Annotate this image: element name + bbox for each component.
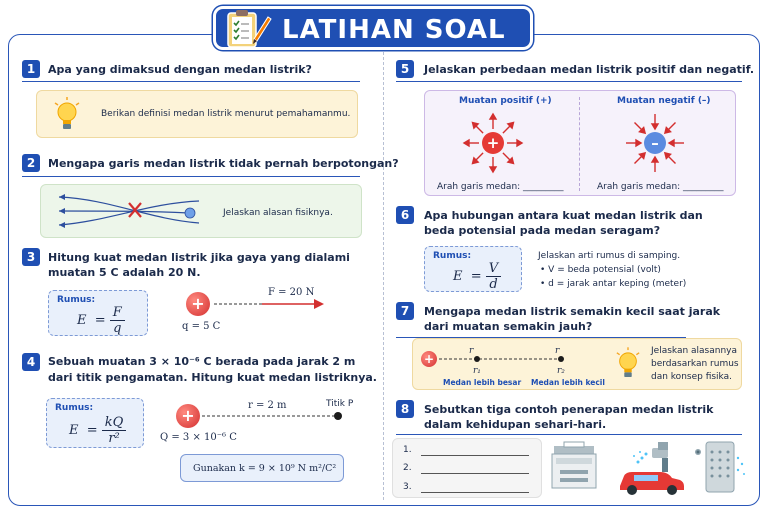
question-2-rule <box>22 176 360 177</box>
q5-inner-divider <box>579 97 580 191</box>
q2-hint-text: Jelaskan alasan fisiknya. <box>223 208 333 218</box>
question-number-5: 5 <box>396 60 414 78</box>
q7-hint-line1: Jelaskan alasannya <box>651 346 738 356</box>
svg-text:r: r <box>469 347 474 356</box>
question-8-rule <box>396 434 742 435</box>
q4-positive-charge: + <box>176 404 200 428</box>
question-4-text-line2: dari titik pengamatan. Hitung kuat medan listriknya. <box>48 371 377 384</box>
q6-rumus-label: Rumus: <box>433 251 472 261</box>
q6-bullet-1: • V = beda potensial (volt) <box>540 265 661 275</box>
question-number-8: 8 <box>396 400 414 418</box>
q4-rumus-label: Rumus: <box>55 403 94 413</box>
field-arrowhead <box>652 157 658 162</box>
column-divider <box>383 52 384 500</box>
question-6-text-line2: beda potensial pada medan seragam? <box>424 224 661 237</box>
lightbulb-icon <box>615 347 641 381</box>
field-arrowhead <box>490 167 496 172</box>
question-8-text-line2: dalam kehidupan sehari-hari. <box>424 418 607 431</box>
lightbulb-icon <box>53 97 81 133</box>
field-arrowhead <box>669 140 674 146</box>
question-1-text: Apa yang dimaksud dengan medan listrik? <box>48 63 312 76</box>
question-3-text-line2: muatan 5 C adalah 20 N. <box>48 266 201 279</box>
q7-hint-line2: berdasarkan rumus <box>651 359 739 369</box>
q7-near-label: Medan lebih besar <box>443 378 522 387</box>
q7-positive-charge: + <box>421 351 437 367</box>
q4-formula-box <box>46 398 144 448</box>
question-8-text-line1: Sebutkan tiga contoh penerapan medan listrik <box>424 403 714 416</box>
question-number-4: 4 <box>22 353 40 371</box>
q4-formula: E = $\frac{kQ}{\text{r²}}$ <box>69 415 126 446</box>
field-arrowhead <box>490 114 496 119</box>
question-2-text: Mengapa garis medan listrik tidak pernah berpotongan? <box>48 157 399 170</box>
q7-r2-label: r₂ <box>557 366 565 376</box>
q8-answer-line-1[interactable] <box>421 455 529 456</box>
q5-negative-blank: Arah garis medan: _________ <box>597 182 724 192</box>
field-lines-diagram <box>49 189 209 235</box>
q7-distance-diagram <box>437 347 567 373</box>
q8-answer-line-3[interactable] <box>421 492 529 493</box>
field-arrowhead <box>464 140 469 146</box>
q5-positive-title: Muatan positif (+) <box>459 96 552 106</box>
q4-constant-box <box>180 454 344 482</box>
q3-rumus-label: Rumus: <box>57 295 96 305</box>
question-number-2: 2 <box>22 154 40 172</box>
q8-answer-box <box>392 438 542 498</box>
q5-positive-field-diagram <box>461 111 525 175</box>
q7-r1-label: r₁ <box>473 366 481 376</box>
question-number-3: 3 <box>22 248 40 266</box>
q7-diagram-box <box>412 338 742 390</box>
question-1-rule <box>22 81 360 82</box>
question-7-text-line1: Mengapa medan listrik semakin kecil saat jarak <box>424 305 721 318</box>
q3-positive-charge: + <box>186 292 210 316</box>
q3-formula: E = $\frac{F}{q}$ <box>77 305 125 336</box>
svg-text:–: – <box>651 134 659 152</box>
question-3-text-line1: Hitung kuat medan listrik jika gaya yang dialami <box>48 251 350 264</box>
q3-formula-box <box>48 290 148 336</box>
question-5-text: Jelaskan perbedaan medan listrik positif dan negatif. <box>424 63 755 76</box>
q7-far-label: Medan lebih kecil <box>531 378 605 387</box>
q6-bullet-2: • d = jarak antar keping (meter) <box>540 279 687 289</box>
title-banner <box>213 6 533 50</box>
q4-constant-note: Gunakan k = 9 × 10⁹ N m²/C² <box>193 463 337 474</box>
q3-charge-label: q = 5 C <box>182 321 221 332</box>
question-6-text-line1: Apa hubungan antara kuat medan listrik dan <box>424 209 703 222</box>
question-number-6: 6 <box>396 206 414 224</box>
q1-hint-text: Berikan definisi medan listrik menurut pemahamanmu. <box>101 109 351 119</box>
q6-bullet-2-text: d = jarak antar keping (meter) <box>548 279 687 289</box>
q6-formula-box <box>424 246 522 292</box>
question-7-text-line2: dari muatan semakin jauh? <box>424 320 593 333</box>
q8-item-2-number: 2. <box>403 463 412 473</box>
q5-positive-blank: Arah garis medan: _________ <box>437 182 564 192</box>
q3-force-label: F = 20 N <box>268 287 315 298</box>
question-5-rule <box>396 81 742 82</box>
clipboard-icon <box>224 9 274 49</box>
air-purifier-icon <box>692 438 748 496</box>
q8-answer-line-2[interactable] <box>421 473 529 474</box>
page-title: LATIHAN SOAL <box>282 15 506 45</box>
q6-bullet-1-text: V = beda potensial (volt) <box>548 265 661 275</box>
field-arrowhead <box>636 140 641 146</box>
field-arrowhead <box>517 140 522 146</box>
svg-text:+: + <box>486 134 500 152</box>
q4-charge-label: Q = 3 × 10⁻⁶ C <box>160 432 237 443</box>
q6-formula: E = $\frac{V}{d}$ <box>453 261 501 292</box>
q3-force-arrow <box>212 298 328 310</box>
q1-hint-box <box>36 90 358 138</box>
q4-point-label: Titik P <box>326 399 354 409</box>
q8-item-3-number: 3. <box>403 482 412 492</box>
spray-painting-icon <box>612 440 688 496</box>
q5-negative-title: Muatan negatif (–) <box>617 96 711 106</box>
q8-item-1-number: 1. <box>403 445 412 455</box>
q4-distance-label: r = 2 m <box>248 400 287 411</box>
question-4-text-line1: Sebuah muatan 3 × 10⁻⁶ C berada pada jarak 2 m <box>48 355 356 368</box>
q6-hint-title: Jelaskan arti rumus di samping. <box>538 251 681 261</box>
q5-negative-field-diagram <box>623 111 687 175</box>
svg-text:r: r <box>555 347 560 356</box>
photocopier-icon <box>550 440 598 492</box>
q2-diagram-box <box>40 184 362 238</box>
question-number-7: 7 <box>396 302 414 320</box>
q7-hint-line3: dan konsep fisika. <box>651 372 732 382</box>
question-number-1: 1 <box>22 60 40 78</box>
field-arrowhead <box>652 124 658 129</box>
q5-charges-box <box>424 90 736 196</box>
